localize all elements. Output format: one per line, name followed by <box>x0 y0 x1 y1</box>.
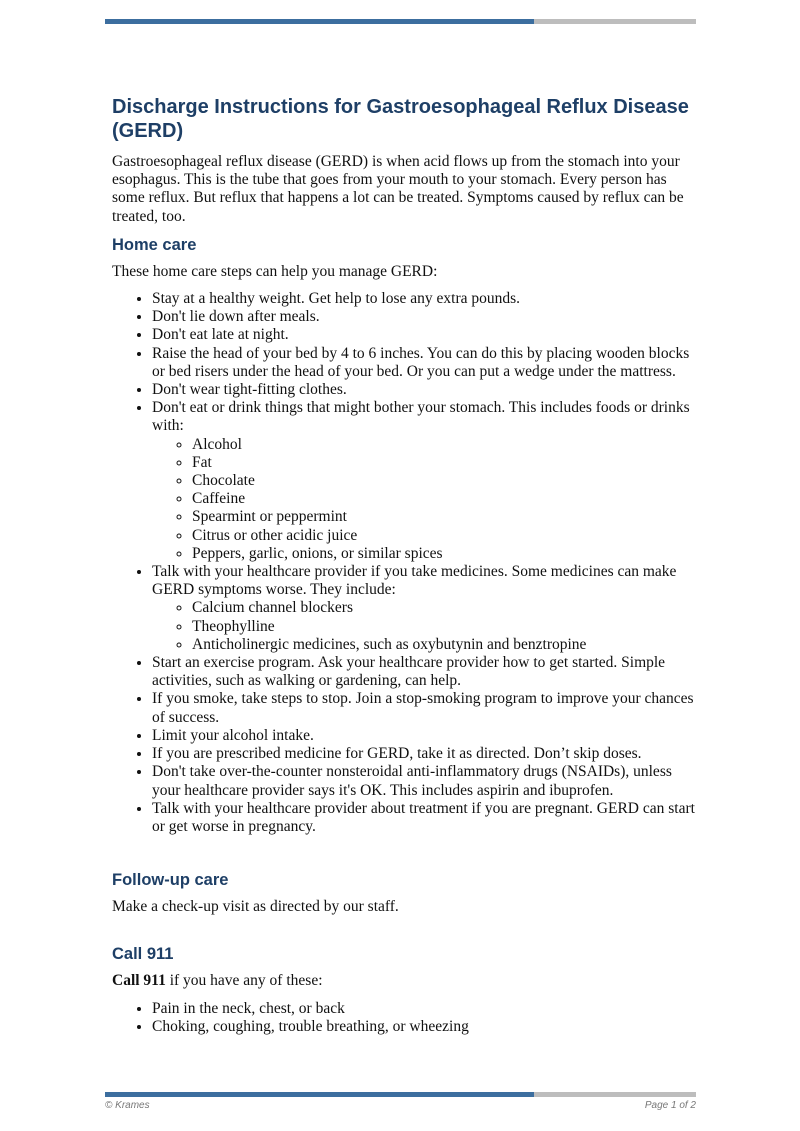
bottom-rule-grey-segment <box>534 1092 696 1097</box>
follow-up-heading: Follow-up care <box>112 871 229 890</box>
list-item-foods <box>152 399 697 563</box>
list-item-text: Talk with your healthcare provider if you take medicines. Some medicines can make GERD symptoms worse. They include: <box>152 563 677 599</box>
list-item-text: Don't eat or drink things that might bother your stomach. This includes foods or drinks with: <box>152 399 690 435</box>
medicine-sublist <box>152 599 697 654</box>
home-care-lead: These home care steps can help you manage GERD: <box>112 262 438 280</box>
sublist-item: ◦ Theophylline <box>192 618 697 636</box>
call-911-lead-bold: Call 911 <box>112 972 166 990</box>
sublist-item: ◦ Fat <box>192 454 697 472</box>
sublist-item: ◦ Caffeine <box>192 490 697 508</box>
food-sublist <box>152 436 697 563</box>
top-rule <box>105 19 696 24</box>
call-911-list <box>112 1000 697 1036</box>
intro-paragraph: Gastroesophageal reflux disease (GERD) is when acid flows up from the stomach into your esophagus. This is the tube that goes from your mouth to your stomach. Every person has some reflux. But reflux that happens a lot can be treated. Symptoms caused by reflux can be treated, too. <box>112 153 684 225</box>
sublist-item: ◦ Calcium channel blockers <box>192 599 697 617</box>
list-item: • Choking, coughing, trouble breathing, or wheezing <box>152 1018 697 1036</box>
list-item: • Pain in the neck, chest, or back <box>152 1000 697 1018</box>
footer-copyright: © Krames <box>105 1100 150 1111</box>
footer-page-number: Page 1 of 2 <box>644 1100 696 1111</box>
list-item: • Don't wear tight-fitting clothes. <box>152 381 697 399</box>
list-item: • Don't take over-the-counter nonsteroidal anti-inflammatory drugs (NSAIDs), unless your healthcare provider says it's OK. This includes aspirin and ibuprofen. <box>152 763 697 799</box>
call-911-lead <box>112 972 697 990</box>
home-care-heading: Home care <box>112 235 197 254</box>
sublist-item: ◦ Anticholinergic medicines, such as oxybutynin and benztropine <box>192 636 697 654</box>
page-title: Discharge Instructions for Gastroesophageal Reflux Disease (GERD) <box>112 96 689 142</box>
list-item: • If you are prescribed medicine for GERD, take it as directed. Don’t skip doses. <box>152 745 697 763</box>
list-item-medicines <box>152 563 697 654</box>
top-rule-blue-segment <box>105 19 534 24</box>
bottom-rule <box>105 1092 696 1097</box>
sublist-item: ◦ Peppers, garlic, onions, or similar spices <box>192 545 697 563</box>
call-911-lead-rest: if you have any of these: <box>165 972 323 990</box>
sublist-item: ◦ Spearmint or peppermint <box>192 508 697 526</box>
sublist-item: ◦ Alcohol <box>192 436 697 454</box>
top-rule-grey-segment <box>534 19 696 24</box>
list-item: • Don't eat late at night. <box>152 326 697 344</box>
home-care-list <box>112 290 697 836</box>
list-item: • Raise the head of your bed by 4 to 6 inches. You can do this by placing wooden blocks or bed risers under the head of your bed. Or you can put a wedge under the mattress. <box>152 345 697 381</box>
list-item: • Talk with your healthcare provider about treatment if you are pregnant. GERD can start or get worse in pregnancy. <box>152 800 697 836</box>
list-item: • Stay at a healthy weight. Get help to lose any extra pounds. <box>152 290 697 308</box>
list-item: • If you smoke, take steps to stop. Join a stop-smoking program to improve your chances of success. <box>152 690 697 726</box>
follow-up-text: Make a check-up visit as directed by our staff. <box>112 898 399 916</box>
sublist-item: ◦ Citrus or other acidic juice <box>192 527 697 545</box>
sublist-item: ◦ Chocolate <box>192 472 697 490</box>
list-item: • Start an exercise program. Ask your healthcare provider how to get started. Simple activities, such as walking or gardening, can help. <box>152 654 697 690</box>
list-item: • Don't lie down after meals. <box>152 308 697 326</box>
bottom-rule-blue-segment <box>105 1092 534 1097</box>
list-item: • Limit your alcohol intake. <box>152 727 697 745</box>
document-content <box>112 95 697 1036</box>
call-911-heading: Call 911 <box>112 945 174 964</box>
